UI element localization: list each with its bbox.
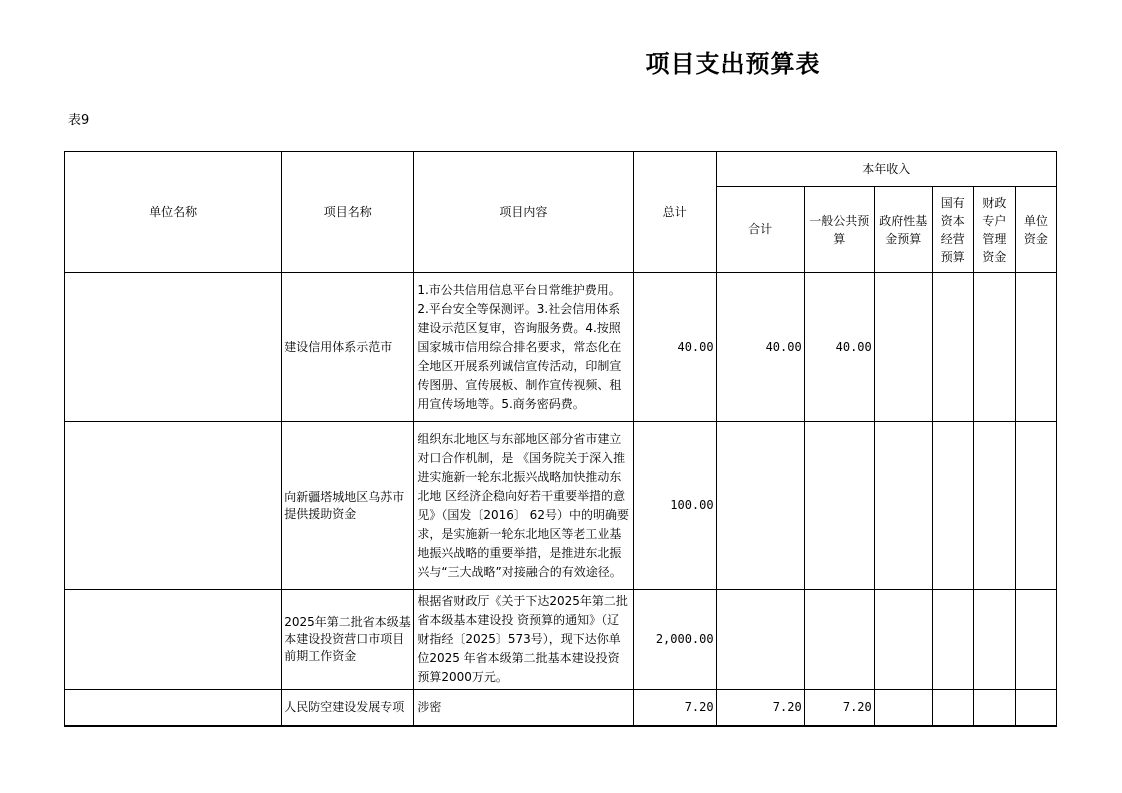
finance-special-cell [973,422,1015,590]
total-cell: 40.00 [633,273,716,422]
header-unit-fund: 单位资金 [1015,187,1056,273]
subtotal-cell [716,590,804,690]
finance-special-cell [973,590,1015,690]
general-budget-cell [804,422,874,590]
budget-table [64,151,1057,727]
unit-name-cell [65,690,282,726]
general-budget-cell [804,590,874,690]
finance-special-cell [973,273,1015,422]
unit-name-cell [65,273,282,422]
unit-fund-cell [1015,590,1056,690]
unit-fund-cell [1015,690,1056,726]
subtotal-cell [716,422,804,590]
header-general-public-budget: 一般公共预算 [804,187,874,273]
header-subtotal: 合计 [716,187,804,273]
header-unit-name: 单位名称 [65,152,282,273]
table-row [65,590,1057,690]
header-project-name: 项目名称 [282,152,414,273]
table-row [65,690,1057,726]
header-gov-fund-budget: 政府性基金预算 [874,187,932,273]
unit-fund-cell [1015,422,1056,590]
general-budget-cell: 40.00 [804,273,874,422]
header-project-content: 项目内容 [414,152,633,273]
table-number: 表9 [68,113,90,128]
table-row [65,273,1057,422]
project-name-cell: 建设信用体系示范市 [282,273,414,422]
header-finance-special: 财政专户管理资金 [973,187,1015,273]
total-cell: 100.00 [633,422,716,590]
page-title: 项目支出预算表 [645,50,821,78]
gov-fund-cell [874,690,932,726]
table-row [65,422,1057,590]
total-cell: 7.20 [633,690,716,726]
general-budget-cell: 7.20 [804,690,874,726]
header-state-capital: 国有资本经营预算 [932,187,973,273]
subtotal-cell: 7.20 [716,690,804,726]
finance-special-cell [973,690,1015,726]
gov-fund-cell [874,590,932,690]
project-content-cell: 涉密 [414,690,633,726]
project-name-cell: 向新疆塔城地区乌苏市提供援助资金 [282,422,414,590]
header-total: 总计 [633,152,716,273]
project-content-cell: 根据省财政厅《关于下达2025年第二批省本级基本建设投 资预算的通知》（辽财指经〔2025〕573号），现下达你单位2025 年省本级第二批基本建设投资预算2000万元。 [414,590,633,690]
unit-fund-cell [1015,273,1056,422]
header-income-group: 本年收入 [716,152,1056,187]
gov-fund-cell [874,273,932,422]
total-cell: 2,000.00 [633,590,716,690]
state-capital-cell [932,273,973,422]
project-name-cell: 人民防空建设发展专项 [282,690,414,726]
gov-fund-cell [874,422,932,590]
project-content-cell: 1.市公共信用信息平台日常维护费用。2.平台安全等保测评。3.社会信用体系建设示范区复审，咨询服务费。4.按照国家城市信用综合排名要求，常态化在全地区开展系列诚信宣传活动，印制宣传图册、宣传展板、制作宣传视频、租用宣传场地等。5.商务密码费。 [414,273,633,422]
state-capital-cell [932,422,973,590]
header-row-1 [65,152,1057,187]
state-capital-cell [932,590,973,690]
unit-name-cell [65,590,282,690]
state-capital-cell [932,690,973,726]
project-content-cell: 组织东北地区与东部地区部分省市建立对口合作机制，是 《国务院关于深入推进实施新一轮东北振兴战略加快推动东北地 区经济企稳向好若干重要举措的意见》（国发〔2016〕 62号）中的明确要求，是实施新一轮东北地区等老工业基地振兴战略的重要举措，是推进东北振兴与“三大战略”对接融合的有效途径。 [414,422,633,590]
project-name-cell: 2025年第二批省本级基本建设投资营口市项目前期工作资金 [282,590,414,690]
unit-name-cell [65,422,282,590]
subtotal-cell: 40.00 [716,273,804,422]
